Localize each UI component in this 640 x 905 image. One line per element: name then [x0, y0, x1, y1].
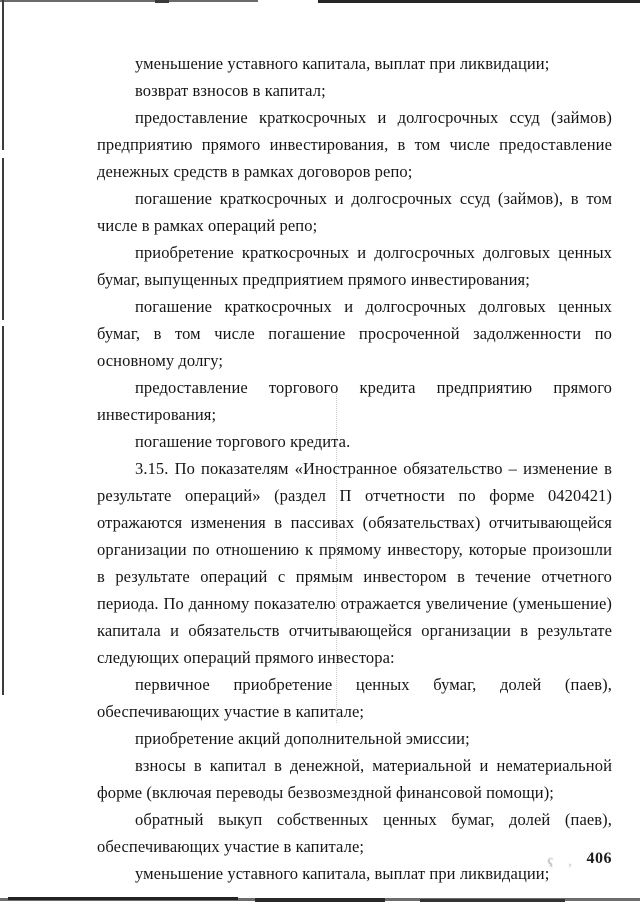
- paragraph: погашение торгового кредита.: [135, 432, 351, 451]
- page-number: 406: [586, 850, 612, 868]
- paragraph: погашение краткосрочных и долгосрочных ссуд (займов), в том числе в рамках операций репо;: [97, 189, 612, 235]
- paragraph: первичное приобретение ценных бумаг, долей (паев), обеспечивающих участие в капитале;: [97, 675, 612, 721]
- paragraph: приобретение краткосрочных и долгосрочных долговых ценных бумаг, выпущенных предприятием прямого инвестирования;: [97, 243, 612, 289]
- paragraph: погашение краткосрочных и долгосрочных долговых ценных бумаг, в том числе погашение просроченной задолженности по основному долгу;: [97, 297, 612, 370]
- scan-smudge: ҁ: [547, 851, 554, 867]
- paragraph: 3.15. По показателям «Иностранное обязательство – изменение в результате операций» (раздел П отчетности по форме 0420421) отражаются изменения в пассивах (обязательствах) отчитывающейся организации по отношению к прямому инвестору, которые произошли в результате операций с прямым инвестором в течение отчетного периода. По данному показателю отражается увеличение (уменьшение) капитала и обязательств отчитывающейся организации в результате следующих операций прямого инвестора:: [97, 459, 612, 667]
- scan-border-top-dark: [318, 0, 640, 3]
- paragraph: уменьшение уставного капитала, выплат при ликвидации;: [135, 864, 550, 883]
- scan-border-bottom-segment: [420, 899, 565, 902]
- page-footer: [0, 850, 612, 874]
- document-text-block: [97, 50, 612, 887]
- scan-border-top-light: [0, 0, 258, 2]
- paragraph: обратный выкуп собственных ценных бумаг, долей (паев), обеспечивающих участие в капитале;: [97, 810, 612, 856]
- scan-border-left-gap: [1, 150, 5, 158]
- scan-border-bottom-segment: [255, 898, 385, 902]
- paragraph: уменьшение уставного капитала, выплат при ликвидации;: [135, 54, 550, 73]
- scan-border-bottom-segment: [8, 897, 238, 900]
- paragraph: взносы в капитал в денежной, материальной и нематериальной форме (включая переводы безвозмездной финансовой помощи);: [97, 756, 612, 802]
- scan-border-left: [2, 0, 4, 695]
- paragraph: предоставление краткосрочных и долгосрочных ссуд (займов) предприятию прямого инвестирования, в том числе предоставление денежных средств в рамках договоров репо;: [97, 108, 612, 181]
- paragraph: приобретение акций дополнительной эмиссии;: [135, 729, 470, 748]
- scan-border-top-tick: [155, 0, 169, 3]
- scan-border-left-gap: [1, 320, 5, 326]
- scan-smudge: ﹐: [563, 853, 577, 868]
- paragraph: предоставление торгового кредита предприятию прямого инвестирования;: [97, 378, 612, 424]
- paragraph: возврат взносов в капитал;: [135, 81, 326, 100]
